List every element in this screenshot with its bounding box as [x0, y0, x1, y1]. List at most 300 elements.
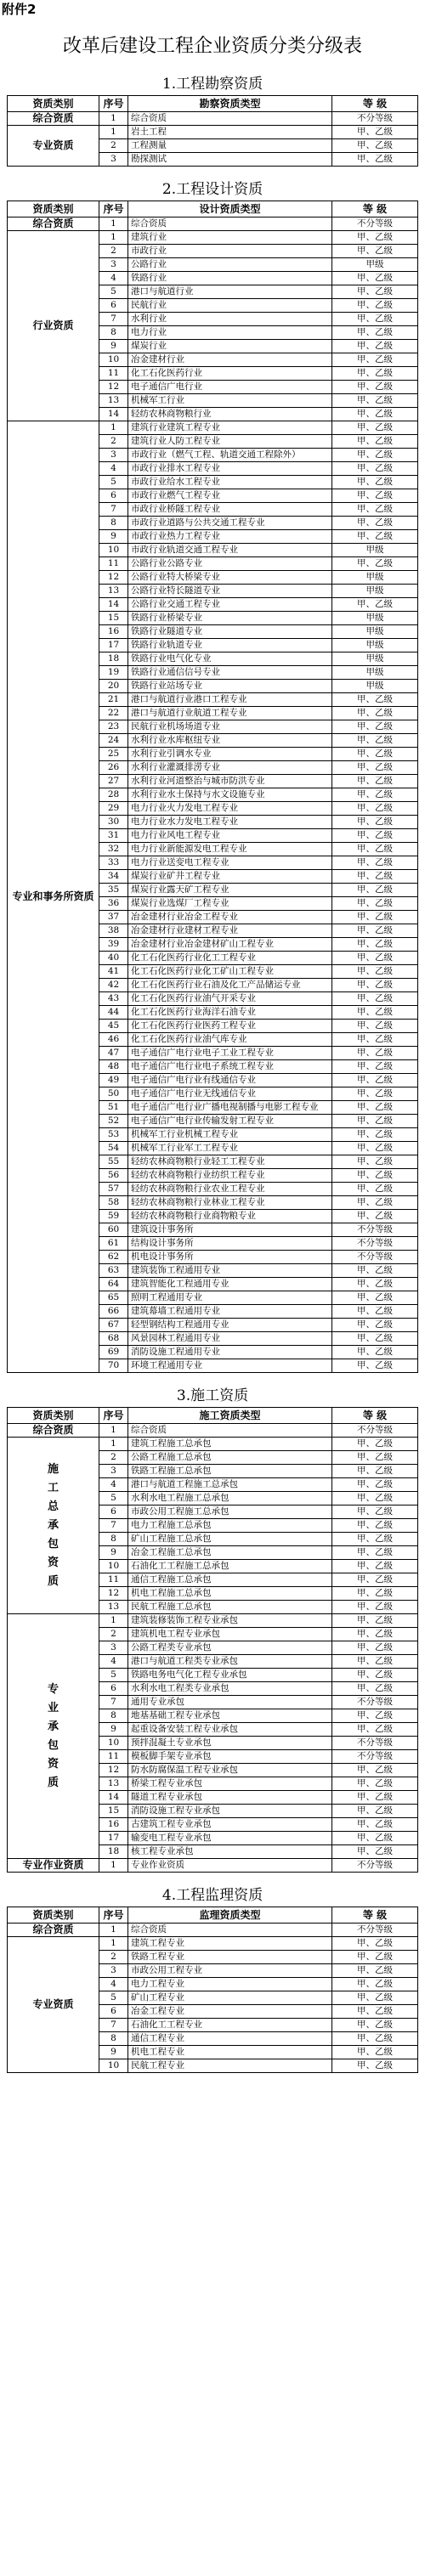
row-number: 37	[99, 911, 128, 924]
qualification-type: 电力工程施工总承包	[128, 1519, 332, 1533]
row-number: 55	[99, 1155, 128, 1169]
category-cell: 综合资质	[8, 1424, 99, 1438]
qualification-type: 电力行业	[128, 326, 332, 340]
table-row	[8, 126, 418, 139]
qualification-type: 预拌混凝土专业承包	[128, 1737, 332, 1750]
row-number: 4	[99, 1478, 128, 1492]
qualification-type: 公路工程类专业承包	[128, 1641, 332, 1655]
row-number: 67	[99, 1319, 128, 1332]
grade-cell: 甲级	[332, 666, 418, 680]
row-number: 46	[99, 1033, 128, 1047]
row-number: 14	[99, 598, 128, 612]
grade-cell: 甲、乙级	[332, 856, 418, 870]
qualification-type: 铁路行业桥梁专业	[128, 612, 332, 625]
row-number: 6	[99, 299, 128, 313]
qualification-type: 煤炭行业矿井工程专业	[128, 870, 332, 884]
row-number: 24	[99, 734, 128, 748]
grade-cell: 不分等级	[332, 1237, 418, 1251]
grade-cell: 甲、乙级	[332, 693, 418, 707]
grade-cell: 甲、乙级	[332, 1087, 418, 1101]
grade-cell: 甲、乙级	[332, 1291, 418, 1305]
grade-cell: 甲、乙级	[332, 1451, 418, 1465]
grade-cell: 甲、乙级	[332, 245, 418, 258]
grade-cell: 不分等级	[332, 1737, 418, 1750]
qualification-type: 民航工程施工总承包	[128, 1601, 332, 1614]
grade-cell: 甲、乙级	[332, 992, 418, 1006]
row-number: 7	[99, 1696, 128, 1709]
grade-cell: 甲、乙级	[332, 1492, 418, 1505]
qualification-type: 建筑装修装饰工程专业承包	[128, 1614, 332, 1628]
row-number: 18	[99, 1845, 128, 1859]
grade-cell: 不分等级	[332, 1696, 418, 1709]
grade-cell: 甲、乙级	[332, 1655, 418, 1669]
row-number: 56	[99, 1169, 128, 1183]
qualification-type: 港口与航道行业航道工程专业	[128, 707, 332, 720]
qualification-type: 建筑机电工程专业承包	[128, 1628, 332, 1641]
grade-cell: 甲、乙级	[332, 1305, 418, 1319]
grade-cell: 甲、乙级	[332, 707, 418, 720]
grade-cell: 甲、乙级	[332, 489, 418, 503]
grade-cell: 甲、乙级	[332, 1074, 418, 1087]
row-number: 16	[99, 625, 128, 639]
qualification-type: 冶金工程施工总承包	[128, 1546, 332, 1560]
qualification-type: 化工石化医药行业	[128, 367, 332, 381]
table-row	[8, 217, 418, 231]
grade-cell: 甲、乙级	[332, 911, 418, 924]
qualification-type: 照明工程通用专业	[128, 1291, 332, 1305]
row-number: 4	[99, 272, 128, 285]
row-number: 5	[99, 1492, 128, 1505]
row-number: 53	[99, 1128, 128, 1142]
qualification-type: 铁路行业轨道专业	[128, 639, 332, 652]
qualification-type: 化工石化医药行业油气开采专业	[128, 992, 332, 1006]
grade-cell: 甲、乙级	[332, 2046, 418, 2059]
row-number: 14	[99, 408, 128, 421]
column-header: 资质类别	[8, 201, 99, 217]
row-number: 26	[99, 761, 128, 775]
table-row	[8, 1614, 418, 1628]
document-title: 改革后建设工程企业资质分类分级表	[62, 36, 362, 57]
qualification-type: 建筑智能化工程通用专业	[128, 1278, 332, 1291]
qualification-type: 电子通信广电行业电子系统工程专业	[128, 1060, 332, 1074]
grade-cell: 甲、乙级	[332, 126, 418, 139]
table-row	[8, 1424, 418, 1438]
row-number: 17	[99, 639, 128, 652]
table-header-row	[8, 1907, 418, 1924]
qualification-type: 港口与航道行业港口工程专业	[128, 693, 332, 707]
grade-cell: 甲、乙级	[332, 884, 418, 897]
grade-cell: 不分等级	[332, 1223, 418, 1237]
grade-cell: 甲、乙级	[332, 231, 418, 245]
row-number: 2	[99, 1628, 128, 1641]
qualification-type: 输变电工程专业承包	[128, 1832, 332, 1845]
sections-container	[0, 73, 425, 2073]
row-number: 50	[99, 1087, 128, 1101]
row-number: 11	[99, 557, 128, 571]
qualification-type: 化工石化医药行业化工矿山工程专业	[128, 965, 332, 979]
grade-cell: 甲、乙级	[332, 1020, 418, 1033]
qualification-type: 水利水电工程施工总承包	[128, 1492, 332, 1505]
grade-cell: 甲、乙级	[332, 1505, 418, 1519]
row-number: 45	[99, 1020, 128, 1033]
grade-cell: 不分等级	[332, 1251, 418, 1264]
qualification-type: 建筑装饰工程通用专业	[128, 1264, 332, 1278]
row-number: 25	[99, 748, 128, 761]
table-header-row	[8, 1408, 418, 1424]
row-number: 5	[99, 476, 128, 489]
grade-cell: 甲、乙级	[332, 1101, 418, 1115]
grade-cell: 甲、乙级	[332, 748, 418, 761]
grade-cell: 甲、乙级	[332, 1682, 418, 1696]
section-title: 3.施工资质	[176, 1387, 249, 1404]
grade-cell: 甲、乙级	[332, 2032, 418, 2046]
row-number: 68	[99, 1332, 128, 1346]
row-number: 8	[99, 517, 128, 530]
grade-cell: 甲、乙级	[332, 285, 418, 299]
row-number: 23	[99, 720, 128, 734]
grade-cell: 甲、乙级	[332, 503, 418, 517]
category-cell: 专 业 承 包 资 质	[8, 1614, 99, 1859]
column-header: 序号	[99, 96, 128, 112]
row-number: 39	[99, 938, 128, 952]
qualification-type: 铁路行业通信信号专业	[128, 666, 332, 680]
row-number: 3	[99, 258, 128, 272]
row-number: 3	[99, 1641, 128, 1655]
row-number: 3	[99, 1964, 128, 1978]
grade-cell: 甲、乙级	[332, 870, 418, 884]
qualification-type: 市政行业热力工程专业	[128, 530, 332, 544]
grade-cell: 甲、乙级	[332, 788, 418, 802]
qualification-type: 港口与航道工程类专业承包	[128, 1655, 332, 1669]
grade-cell: 甲、乙级	[332, 829, 418, 843]
row-number: 6	[99, 1505, 128, 1519]
qualification-type: 化工石化医药行业石油及化工产品储运专业	[128, 979, 332, 992]
row-number: 17	[99, 1832, 128, 1845]
row-number: 10	[99, 1737, 128, 1750]
row-number: 1	[99, 126, 128, 139]
qualification-type: 综合资质	[128, 217, 332, 231]
qualification-type: 铁路行业	[128, 272, 332, 285]
qualification-type: 勘探测试	[128, 153, 332, 167]
qualification-type: 建筑工程施工总承包	[128, 1438, 332, 1451]
grade-cell: 甲、乙级	[332, 734, 418, 748]
row-number: 1	[99, 231, 128, 245]
grade-cell: 甲、乙级	[332, 1764, 418, 1777]
column-header: 等 级	[332, 1408, 418, 1424]
grade-cell: 甲、乙级	[332, 381, 418, 394]
row-number: 13	[99, 1601, 128, 1614]
table-header-row	[8, 96, 418, 112]
qualification-type: 市政行业道路与公共交通工程专业	[128, 517, 332, 530]
column-header: 等 级	[332, 201, 418, 217]
row-number: 1	[99, 1859, 128, 1873]
row-number: 54	[99, 1142, 128, 1155]
qualification-type: 模板脚手架专业承包	[128, 1750, 332, 1764]
row-number: 12	[99, 1764, 128, 1777]
qualification-type: 机电工程专业	[128, 2046, 332, 2059]
row-number: 9	[99, 340, 128, 353]
qualification-type: 电子通信广电行业	[128, 381, 332, 394]
qualification-type: 冶金建材行业建材工程专业	[128, 924, 332, 938]
row-number: 19	[99, 666, 128, 680]
grade-cell: 甲、乙级	[332, 2059, 418, 2073]
qualification-type: 电子通信广电行业电子工业工程专业	[128, 1047, 332, 1060]
grade-cell: 甲、乙级	[332, 761, 418, 775]
grade-cell: 甲、乙级	[332, 1115, 418, 1128]
qualification-type: 机械军工行业机械工程专业	[128, 1128, 332, 1142]
qualification-type: 矿山工程施工总承包	[128, 1533, 332, 1546]
qualification-type: 水利行业灌溉排涝专业	[128, 761, 332, 775]
row-number: 8	[99, 326, 128, 340]
grade-cell: 甲、乙级	[332, 1805, 418, 1818]
row-number: 4	[99, 1978, 128, 1991]
row-number: 7	[99, 503, 128, 517]
grade-cell: 甲、乙级	[332, 1519, 418, 1533]
grade-cell: 不分等级	[332, 1859, 418, 1873]
row-number: 1	[99, 112, 128, 126]
column-header: 等 级	[332, 1907, 418, 1924]
row-number: 12	[99, 1587, 128, 1601]
grade-cell: 甲、乙级	[332, 1937, 418, 1951]
row-number: 4	[99, 462, 128, 476]
row-number: 34	[99, 870, 128, 884]
qualification-type: 通用专业承包	[128, 1696, 332, 1709]
row-number: 20	[99, 680, 128, 693]
row-number: 10	[99, 1560, 128, 1573]
qualification-type: 轻纺农林商物粮行业纺织工程专业	[128, 1169, 332, 1183]
grade-cell: 甲、乙级	[332, 1359, 418, 1373]
grade-cell: 甲、乙级	[332, 1991, 418, 2005]
qualification-type: 建筑行业	[128, 231, 332, 245]
grade-cell: 甲、乙级	[332, 1546, 418, 1560]
row-number: 8	[99, 1533, 128, 1546]
grade-cell: 甲级	[332, 639, 418, 652]
table-row	[8, 1859, 418, 1873]
qualification-type: 煤炭行业露天矿工程专业	[128, 884, 332, 897]
row-number: 8	[99, 2032, 128, 2046]
grade-cell: 甲、乙级	[332, 1791, 418, 1805]
qualification-type: 建筑幕墙工程通用专业	[128, 1305, 332, 1319]
grade-cell: 甲、乙级	[332, 1573, 418, 1587]
category-cell: 综合资质	[8, 217, 99, 231]
grade-cell: 甲、乙级	[332, 1465, 418, 1478]
qualification-type: 市政行业轨道交通工程专业	[128, 544, 332, 557]
grade-cell: 甲、乙级	[332, 1142, 418, 1155]
grade-cell: 甲、乙级	[332, 1560, 418, 1573]
category-cell: 专业资质	[8, 1937, 99, 2073]
qualification-type: 建筑工程专业	[128, 1937, 332, 1951]
qualification-type: 冶金建材行业冶金建材矿山工程专业	[128, 938, 332, 952]
grade-cell: 甲、乙级	[332, 1346, 418, 1359]
grade-cell: 甲级	[332, 625, 418, 639]
grade-cell: 甲、乙级	[332, 1614, 418, 1628]
grade-cell: 甲、乙级	[332, 1832, 418, 1845]
row-number: 3	[99, 449, 128, 462]
qualification-type: 石油化工工程施工总承包	[128, 1560, 332, 1573]
row-number: 35	[99, 884, 128, 897]
row-number: 9	[99, 2046, 128, 2059]
row-number: 61	[99, 1237, 128, 1251]
qualification-type: 冶金建材行业	[128, 353, 332, 367]
column-header: 序号	[99, 1408, 128, 1424]
row-number: 14	[99, 1791, 128, 1805]
qualification-type: 市政行业	[128, 245, 332, 258]
qualification-type: 铁路工程施工总承包	[128, 1465, 332, 1478]
grade-cell: 甲、乙级	[332, 1128, 418, 1142]
grade-cell: 甲、乙级	[332, 775, 418, 788]
grade-cell: 不分等级	[332, 1924, 418, 1937]
qualification-table	[7, 1407, 418, 1873]
row-number: 28	[99, 788, 128, 802]
row-number: 10	[99, 2059, 128, 2073]
grade-cell: 甲、乙级	[332, 1777, 418, 1791]
grade-cell: 甲级	[332, 612, 418, 625]
qualification-type: 隧道工程专业承包	[128, 1791, 332, 1805]
qualification-type: 结构设计事务所	[128, 1237, 332, 1251]
qualification-type: 市政公用工程专业	[128, 1964, 332, 1978]
qualification-type: 电子通信广电行业无线通信专业	[128, 1087, 332, 1101]
grade-cell: 甲、乙级	[332, 1210, 418, 1223]
grade-cell: 甲、乙级	[332, 965, 418, 979]
qualification-type: 桥梁工程专业承包	[128, 1777, 332, 1791]
grade-cell: 甲、乙级	[332, 952, 418, 965]
qualification-type: 机电工程施工总承包	[128, 1587, 332, 1601]
grade-cell: 甲、乙级	[332, 598, 418, 612]
qualification-type: 电力行业新能源发电工程专业	[128, 843, 332, 856]
grade-cell: 甲、乙级	[332, 1196, 418, 1210]
qualification-type: 轻纺农林商物粮行业商物粮专业	[128, 1210, 332, 1223]
qualification-type: 轻纺农林商物粮行业农业工程专业	[128, 1183, 332, 1196]
qualification-type: 轻纺农林商物粮行业林业工程专业	[128, 1196, 332, 1210]
row-number: 11	[99, 1573, 128, 1587]
qualification-type: 电力行业火力发电工程专业	[128, 802, 332, 816]
qualification-type: 消防设施工程专业承包	[128, 1805, 332, 1818]
qualification-type: 煤炭行业选煤厂工程专业	[128, 897, 332, 911]
grade-cell: 甲、乙级	[332, 1978, 418, 1991]
row-number: 2	[99, 139, 128, 153]
qualification-type: 消防设施工程通用专业	[128, 1346, 332, 1359]
qualification-type: 综合资质	[128, 1924, 332, 1937]
qualification-type: 电子通信广电行业有线通信专业	[128, 1074, 332, 1087]
qualification-type: 水利行业河道整治与城市防洪专业	[128, 775, 332, 788]
table-header-row	[8, 201, 418, 217]
row-number: 3	[99, 1465, 128, 1478]
grade-cell: 甲、乙级	[332, 897, 418, 911]
qualification-type: 岩土工程	[128, 126, 332, 139]
grade-cell: 甲、乙级	[332, 1601, 418, 1614]
qualification-type: 机械军工行业	[128, 394, 332, 408]
qualification-type: 轻纺农林商物粮行业	[128, 408, 332, 421]
table-row	[8, 1937, 418, 1951]
grade-cell: 甲、乙级	[332, 1438, 418, 1451]
column-header: 监理资质类型	[128, 1907, 332, 1924]
grade-cell: 甲、乙级	[332, 1060, 418, 1074]
row-number: 5	[99, 285, 128, 299]
category-cell: 施 工 总 承 包 资 质	[8, 1438, 99, 1614]
qualification-type: 化工石化医药行业海洋石油专业	[128, 1006, 332, 1020]
row-number: 21	[99, 693, 128, 707]
row-number: 58	[99, 1196, 128, 1210]
qualification-type: 铁路行业电气化专业	[128, 652, 332, 666]
row-number: 44	[99, 1006, 128, 1020]
row-number: 2	[99, 435, 128, 449]
qualification-type: 水利行业水库枢纽专业	[128, 734, 332, 748]
row-number: 11	[99, 1750, 128, 1764]
grade-cell: 甲、乙级	[332, 1628, 418, 1641]
row-number: 40	[99, 952, 128, 965]
grade-cell: 不分等级	[332, 1750, 418, 1764]
grade-cell: 甲级	[332, 680, 418, 693]
row-number: 6	[99, 489, 128, 503]
row-number: 16	[99, 1818, 128, 1832]
row-number: 1	[99, 1438, 128, 1451]
grade-cell: 甲、乙级	[332, 802, 418, 816]
section-title: 2.工程设计资质	[162, 181, 264, 198]
qualification-type: 专业作业资质	[128, 1859, 332, 1873]
row-number: 64	[99, 1278, 128, 1291]
row-number: 33	[99, 856, 128, 870]
grade-cell: 不分等级	[332, 217, 418, 231]
row-number: 57	[99, 1183, 128, 1196]
row-number: 65	[99, 1291, 128, 1305]
grade-cell: 甲级	[332, 585, 418, 598]
grade-cell: 甲、乙级	[332, 2019, 418, 2032]
qualification-type: 矿山工程专业	[128, 1991, 332, 2005]
qualification-type: 古建筑工程专业承包	[128, 1818, 332, 1832]
row-number: 32	[99, 843, 128, 856]
row-number: 42	[99, 979, 128, 992]
grade-cell: 甲、乙级	[332, 1155, 418, 1169]
qualification-type: 起重设备安装工程专业承包	[128, 1723, 332, 1737]
grade-cell: 甲、乙级	[332, 1278, 418, 1291]
qualification-type: 民航行业机场场道专业	[128, 720, 332, 734]
grade-cell: 甲、乙级	[332, 1533, 418, 1546]
row-number: 12	[99, 381, 128, 394]
qualification-type: 市政行业给水工程专业	[128, 476, 332, 489]
qualification-type: 电力行业送变电工程专业	[128, 856, 332, 870]
column-header: 等 级	[332, 96, 418, 112]
qualification-type: 电子通信广电行业传输发射工程专业	[128, 1115, 332, 1128]
row-number: 7	[99, 1519, 128, 1533]
grade-cell: 甲、乙级	[332, 557, 418, 571]
row-number: 5	[99, 1991, 128, 2005]
row-number: 6	[99, 2005, 128, 2019]
qualification-type: 电力行业水力发电工程专业	[128, 816, 332, 829]
qualification-type: 公路行业公路专业	[128, 557, 332, 571]
row-number: 13	[99, 585, 128, 598]
category-cell: 综合资质	[8, 112, 99, 126]
row-number: 9	[99, 1546, 128, 1560]
column-header: 序号	[99, 1907, 128, 1924]
grade-cell: 甲、乙级	[332, 1264, 418, 1278]
category-cell: 综合资质	[8, 1924, 99, 1937]
qualification-type: 民航行业	[128, 299, 332, 313]
row-number: 1	[99, 1424, 128, 1438]
grade-cell: 甲、乙级	[332, 299, 418, 313]
qualification-type: 民航工程专业	[128, 2059, 332, 2073]
grade-cell: 甲、乙级	[332, 530, 418, 544]
grade-cell: 甲、乙级	[332, 476, 418, 489]
grade-cell: 甲、乙级	[332, 394, 418, 408]
qualification-type: 港口与航道工程施工总承包	[128, 1478, 332, 1492]
row-number: 15	[99, 612, 128, 625]
row-number: 59	[99, 1210, 128, 1223]
grade-cell: 不分等级	[332, 112, 418, 126]
qualification-type: 核工程专业承包	[128, 1845, 332, 1859]
qualification-type: 地基基础工程专业承包	[128, 1709, 332, 1723]
grade-cell: 甲、乙级	[332, 326, 418, 340]
column-header: 序号	[99, 201, 128, 217]
